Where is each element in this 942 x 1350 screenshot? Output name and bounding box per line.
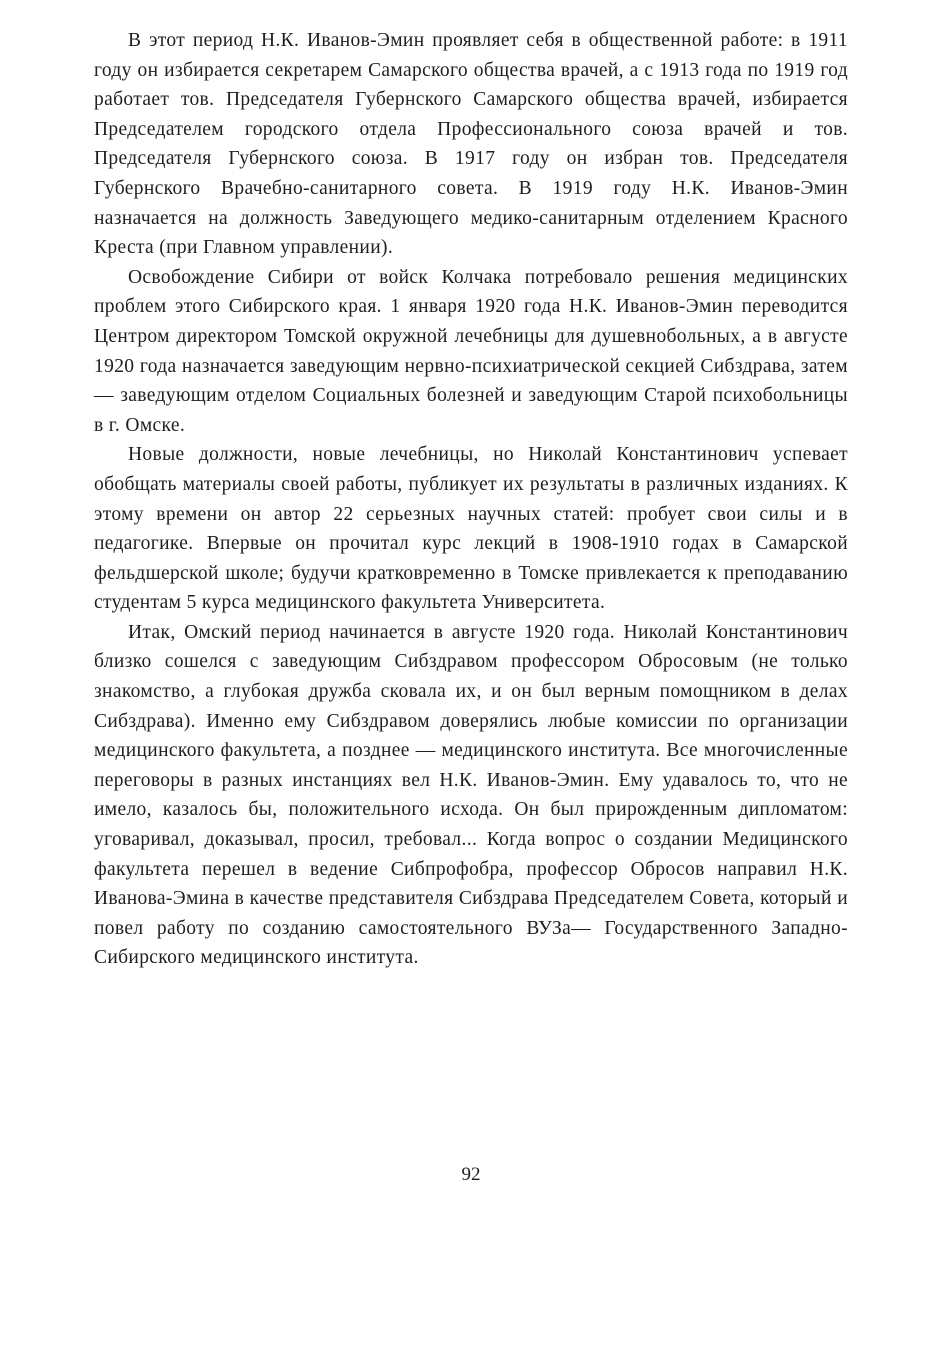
paragraph-new-positions: Новые должности, новые лечебницы, но Николай Константинович успевает обобщать материалы своей работы, публикует их результаты в различных изданиях. К этому времени он автор 22 серьезных научных статей: пробует свои силы и в педагогике. Впервые он прочитал курс лекций в 1908-1910 годах в Самарской фельдшерской школе; будучи кратковременно в Томске привлекается к преподаванию студентам 5 курса медицинского факультета Университета.	[94, 444, 848, 614]
paragraph-public-work: В этот период Н.К. Иванов-Эмин проявляет себя в общественной работе: в 1911 году он избирается секретарем Самарского общества врачей, а с 1913 года по 1919 год работает тов. Председателя Губернского Самарского общества врачей, избирается Председателем городского отдела Профессионального союза врачей и тов. Председателя Губернского союза. В 1917 году он избран тов. Председателя Губернского Врачебно-санитарного совета. В 1919 году Н.К. Иванов-Эмин назначается на должность Заведующего медико-санитарным отделением Красного Креста (при Главном управлении).	[94, 30, 848, 259]
paragraph-siberia-liberation: Освобождение Сибири от войск Колчака потребовало решения медицинских проблем этого Сибирского края. 1 января 1920 года Н.К. Иванов-Эмин переводится Центром директором Томской окружной лечебницы для душевнобольных, а в августе 1920 года назначается заведующим нервно-психиатрической секцией Сибздрава, затем — заведующим отделом Социальных болезней и заведующим Старой психобольницы в г. Омске.	[94, 266, 848, 436]
page-body	[94, 26, 848, 973]
page-number: 92	[461, 1164, 481, 1185]
paragraph-omsk-period: Итак, Омский период начинается в августе 1920 года. Николай Константинович близко сошелся с заведующим Сибздравом профессором Обросовым (не только знакомство, а глубокая дружба сковала их, и он был верным помощником в делах Сибздрава). Именно ему Сибздравом доверялись любые комиссии по организации медицинского факультета, а позднее — медицинского института. Все многочисленные переговоры в разных инстанциях вел Н.К. Иванов-Эмин. Ему удавалось то, что не имело, казалось бы, положительного исхода. Он был прирожденным дипломатом: уговаривал, доказывал, просил, требовал... Когда вопрос о создании Медицинского факультета перешел в ведение Сибпрофобра, профессор Обросов направил Н.К. Иванова-Эмина в качестве представителя Сибздрава Председателем Совета, который и повел работу по созданию самостоятельного ВУЗа— Государственного Западно-Сибирского медицинского института.	[94, 621, 848, 969]
